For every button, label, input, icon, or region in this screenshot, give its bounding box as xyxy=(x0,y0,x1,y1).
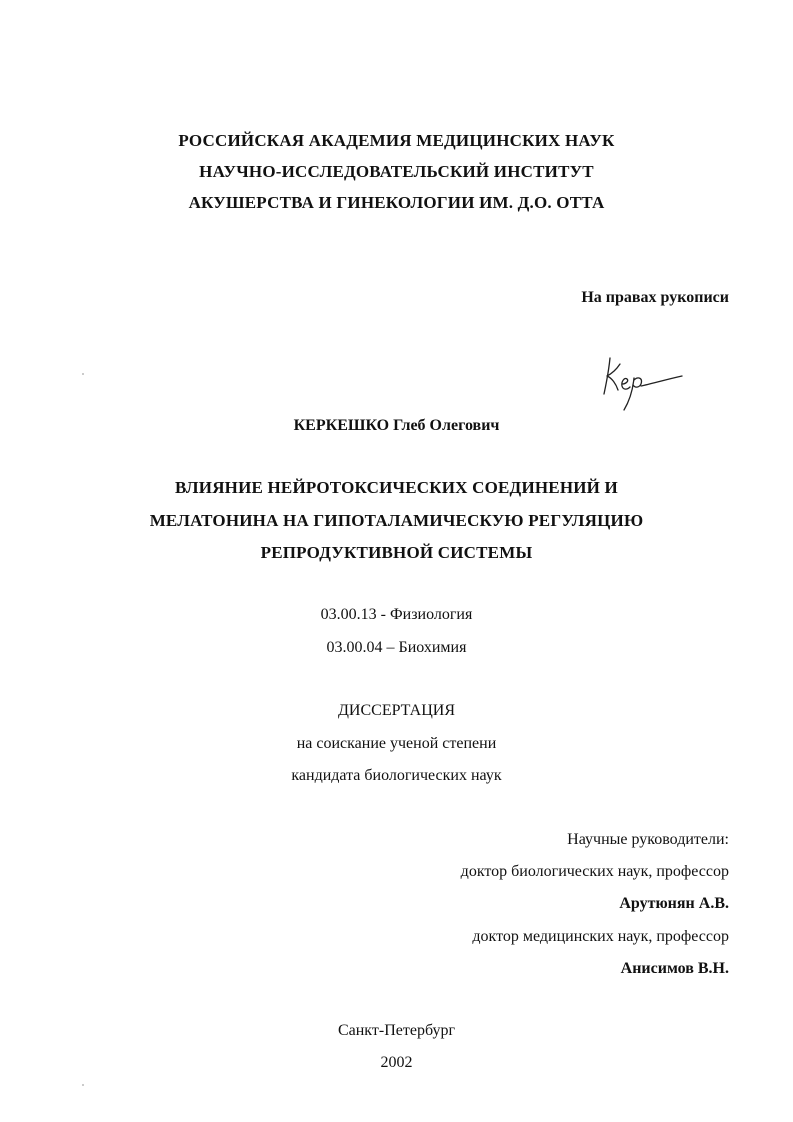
supervisors-heading: Научные руководители: xyxy=(567,831,729,848)
institution-line-1: РОССИЙСКАЯ АКАДЕМИЯ МЕДИЦИНСКИХ НАУК xyxy=(178,131,615,150)
dissertation-heading: ДИССЕРТАЦИЯ xyxy=(338,702,455,719)
scan-speck xyxy=(82,1084,84,1086)
supervisor-1-title: доктор биологических наук, профессор xyxy=(460,863,729,880)
title-line-2: МЕЛАТОНИНА НА ГИПОТАЛАМИЧЕСКУЮ РЕГУЛЯЦИЮ xyxy=(149,511,644,530)
rights-note: На правах рукописи xyxy=(581,289,729,306)
place: Санкт-Петербург xyxy=(337,1022,456,1039)
signature xyxy=(596,354,686,414)
year: 2002 xyxy=(380,1054,413,1071)
specialty-1: 03.00.13 - Физиология xyxy=(320,606,473,623)
supervisor-1-name: Арутюнян А.В. xyxy=(619,895,729,912)
title-line-1: ВЛИЯНИЕ НЕЙРОТОКСИЧЕСКИХ СОЕДИНЕНИЙ И xyxy=(175,478,618,497)
degree-line-1: на соискание ученой степени xyxy=(296,735,497,752)
institution-line-3: АКУШЕРСТВА И ГИНЕКОЛОГИИ ИМ. Д.О. ОТТА xyxy=(188,193,605,212)
title-line-3: РЕПРОДУКТИВНОЙ СИСТЕМЫ xyxy=(260,543,533,562)
author-name: КЕРКЕШКО Глеб Олегович xyxy=(293,417,500,434)
degree-line-2: кандидата биологических наук xyxy=(291,767,502,784)
supervisor-2-title: доктор медицинских наук, профессор xyxy=(472,928,729,945)
institution-line-2: НАУЧНО-ИССЛЕДОВАТЕЛЬСКИЙ ИНСТИТУТ xyxy=(199,162,594,181)
specialty-2: 03.00.04 – Биохимия xyxy=(326,639,467,656)
scan-speck xyxy=(82,373,84,375)
supervisor-2-name: Анисимов В.Н. xyxy=(620,960,729,977)
